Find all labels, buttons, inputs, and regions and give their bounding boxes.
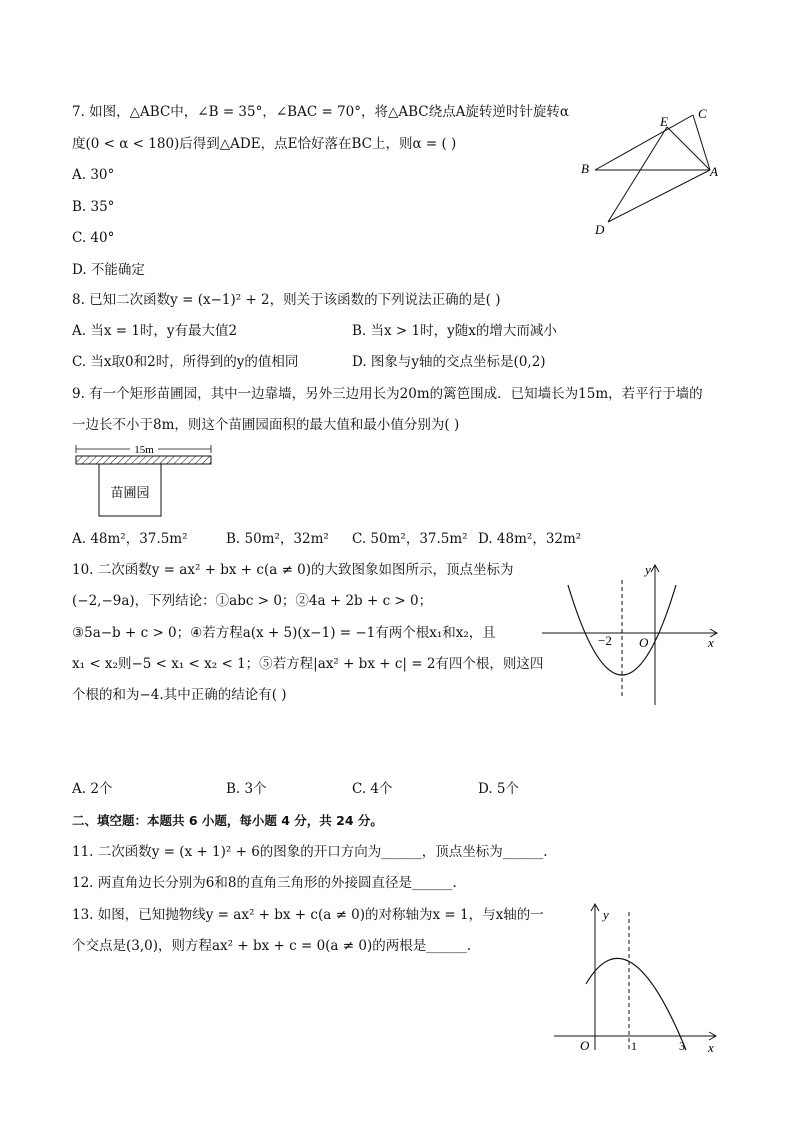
section-heading-fill-in: 二、填空题：本题共 6 小题，每小题 4 分，共 24 分。 [72,813,383,828]
q10-stem-line4: x₁ < x₂则−5 < x₁ < x₂ < 1；⑤若方程|ax² + bx + c| = 2有四个根，则这四 [72,656,544,672]
q7-label-b: B [581,161,589,176]
q7-stem-line1: 7. 如图，△ABC中，∠B = 35°，∠BAC = 70°，将△ABC绕点A旋转逆时针旋转α [72,104,569,120]
q10-y-axis-label: y [645,562,651,577]
q10-parabola-graph [540,560,725,710]
q13-parabola-graph [550,900,725,1060]
q7-label-a: A [710,164,718,179]
q9-option-b: B. 50m²，32m² [226,531,329,547]
q10-origin-label: O [639,635,649,650]
q13-stem-line1: 13. 如图，已知抛物线y = ax² + bx + c(a ≠ 0)的对称轴为x = 1，与x轴的一 [72,907,544,923]
q10-option-c: C. 4个 [352,781,393,797]
q7-option-c: C. 40° [72,230,115,246]
q11-stem: 11. 二次函数y = (x + 1)² + 6的图象的开口方向为______，顶点坐标为______. [72,844,548,860]
q7-label-e: E [660,114,668,129]
q8-option-c: C. 当x取0和2时，所得到的y的值相同 [72,354,299,370]
q9-garden-figure [70,440,220,520]
q10-stem-line1: 10. 二次函数y = ax² + bx + c(a ≠ 0)的大致图象如图所示，顶点坐标为 [72,562,514,578]
q7-option-a: A. 30° [72,167,115,183]
q10-tick-minus-2: −2 [598,633,612,648]
q7-option-b: B. 35° [72,199,115,215]
q9-option-c: C. 50m²，37.5m² [352,531,468,547]
q8-option-d: D. 图象与y轴的交点坐标是(0,2) [352,354,546,370]
q9-wall-length-label: 15m [134,444,154,456]
q12-stem: 12. 两直角边长分别为6和8的直角三角形的外接圆直径是______. [72,875,457,891]
q10-option-b: B. 3个 [226,781,267,797]
q10-option-d: D. 5个 [478,781,520,797]
q13-x-axis-label: x [708,1040,714,1055]
q10-option-a: A. 2个 [72,781,113,797]
q8-stem: 8. 已知二次函数y = (x−1)² + 2，则关于该函数的下列说法正确的是( ) [72,292,501,308]
q13-stem-line2: 个交点是(3,0)，则方程ax² + bx + c = 0(a ≠ 0)的两根是______. [72,938,472,954]
q13-y-axis-label: y [603,907,609,922]
q9-stem-line2: 一边长不小于8m，则这个苗圃园面积的最大值和最小值分别为( ) [72,417,460,433]
q7-label-d: D [595,222,605,237]
q9-stem-line1: 9. 有一个矩形苗圃园，其中一边靠墙，另外三边用长为20m的篱笆围成．已知墙长为15m，若平行于墙的 [72,386,703,402]
q7-option-d: D. 不能确定 [72,262,145,278]
q7-triangle-figure [575,100,725,240]
q10-x-axis-label: x [708,635,714,650]
q7-label-c: C [698,106,707,121]
q10-stem-line2: (−2,−9a)，下列结论：①abc > 0；②4a + 2b + c > 0； [72,593,433,609]
q13-tick-3: 3 [679,1039,685,1053]
q9-option-d: D. 48m²，32m² [478,531,582,547]
q10-stem-line3: ③5a−b + c > 0；④若方程a(x + 5)(x−1) = −1有两个根x₁和x₂，且 [72,625,496,641]
q7-stem-line2: 度(0 < α < 180)后得到△ADE，点E恰好落在BC上，则α = ( ) [72,136,457,152]
q8-option-b: B. 当x > 1时，y随x的增大而减小 [352,323,557,339]
q13-tick-1: 1 [631,1039,637,1053]
q9-garden-label: 苗圃园 [110,486,150,501]
q13-origin-label: O [580,1038,590,1053]
q9-option-a: A. 48m²，37.5m² [72,531,188,547]
q8-option-a: A. 当x = 1时，y有最大值2 [72,323,238,339]
q10-stem-line5: 个根的和为−4.其中正确的结论有( ) [72,687,287,703]
